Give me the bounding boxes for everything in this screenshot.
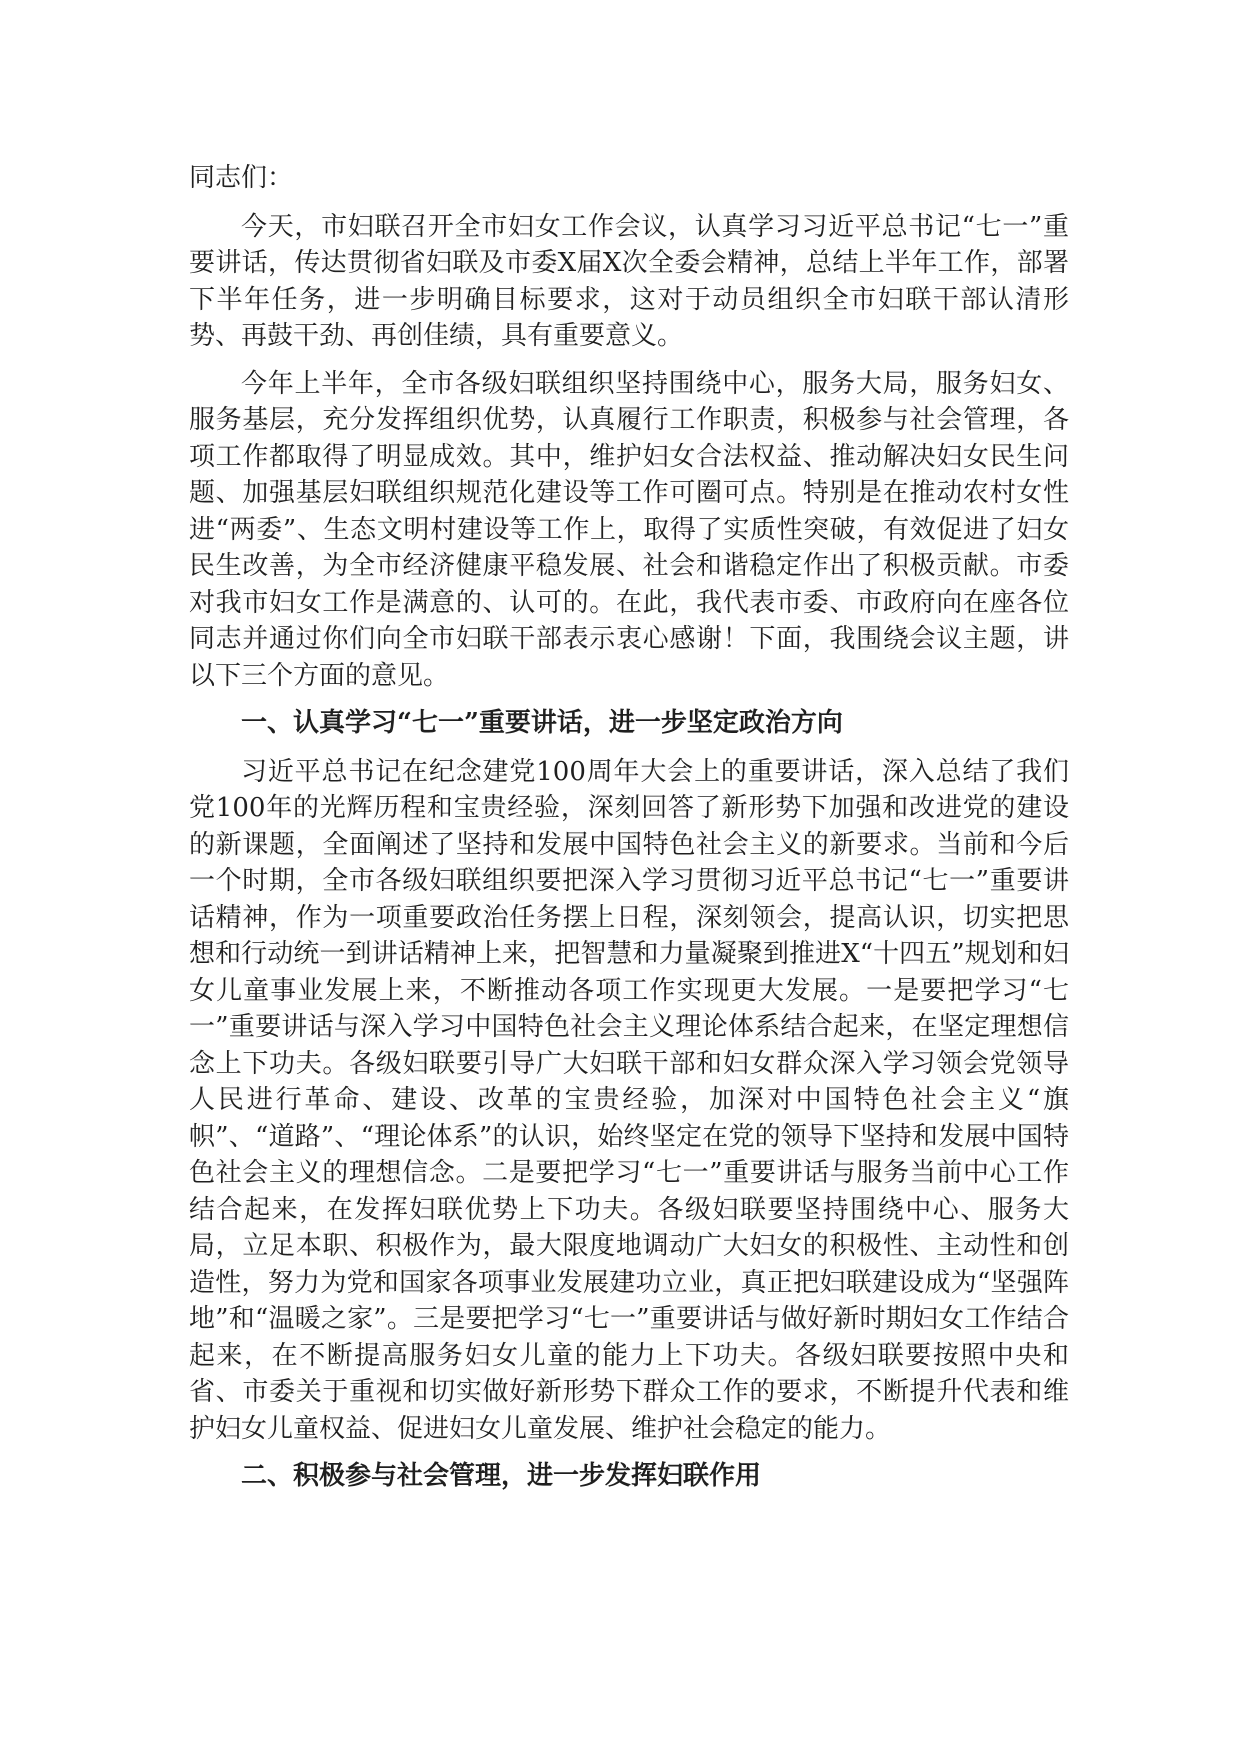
greeting: 同志们： <box>189 163 294 193</box>
paragraph-summary: 今年上半年，全市各级妇联组织坚持围绕中心，服务大局，服务妇女、服务基层，充分发挥组织优势，认真履行工作职责，积极参与社会管理，各项工作都取得了明显成效。其中，维护妇女合法权益、推动解决妇女民生问题、加强基层妇联组织规范化建设等工作可圈可点。特别是在推动农村女性进“两委”、生态文明村建设等工作上，取得了实质性突破，有效促进了妇女民生改善，为全市经济健康平稳发展、社会和谐稳定作出了积极贡献。市委对我市妇女工作是满意的、认可的。在此，我代表市委、市政府向在座各位同志并通过你们向全市妇联干部表示衷心感谢！下面，我围绕会议主题，讲以下三个方面的意见。 <box>189 368 1069 691</box>
section-heading-1: 一、认真学习“七一”重要讲话，进一步坚定政治方向 <box>241 708 843 738</box>
paragraph-opening: 今天，市妇联召开全市妇女工作会议，认真学习习近平总书记“七一”重要讲话，传达贯彻省妇联及市委X届X次全委会精神，总结上半年工作，部署下半年任务，进一步明确目标要求，这对于动员组织全市妇联干部认清形势、再鼓干劲、再创佳绩，具有重要意义。 <box>189 211 1069 351</box>
paragraph-section-1: 习近平总书记在纪念建党100周年大会上的重要讲话，深入总结了我们党100年的光辉历程和宝贵经验，深刻回答了新形势下加强和改进党的建设的新课题，全面阐述了坚持和发展中国特色社会主义的新要求。当前和今后一个时期，全市各级妇联组织要把深入学习贯彻习近平总书记“七一”重要讲话精神，作为一项重要政治任务摆上日程，深刻领会，提高认识，切实把思想和行动统一到讲话精神上来，把智慧和力量凝聚到推进X“十四五”规划和妇女儿童事业发展上来，不断推动各项工作实现更大发展。一是要把学习“七一”重要讲话与深入学习中国特色社会主义理论体系结合起来，在坚定理想信念上下功夫。各级妇联要引导广大妇联干部和妇女群众深入学习领会党领导人民进行革命、建设、改革的宝贵经验，加深对中国特色社会主义“旗帜”、“道路”、“理论体系”的认识，始终坚定在党的领导下坚持和发展中国特色社会主义的理想信念。二是要把学习“七一”重要讲话与服务当前中心工作结合起来，在发挥妇联优势上下功夫。各级妇联要坚持围绕中心、服务大局，立足本职、积极作为，最大限度地调动广大妇女的积极性、主动性和创造性，努力为党和国家各项事业发展建功立业，真正把妇联建设成为“坚强阵地”和“温暖之家”。三是要把学习“七一”重要讲话与做好新时期妇女工作结合起来，在不断提高服务妇女儿童的能力上下功夫。各级妇联要按照中央和省、市委关于重视和切实做好新形势下群众工作的要求，不断提升代表和维护妇女儿童权益、促进妇女儿童发展、维护社会稳定的能力。 <box>189 756 1069 1444</box>
document-body <box>189 160 1069 1507</box>
section-heading-2: 二、积极参与社会管理，进一步发挥妇联作用 <box>241 1461 762 1491</box>
